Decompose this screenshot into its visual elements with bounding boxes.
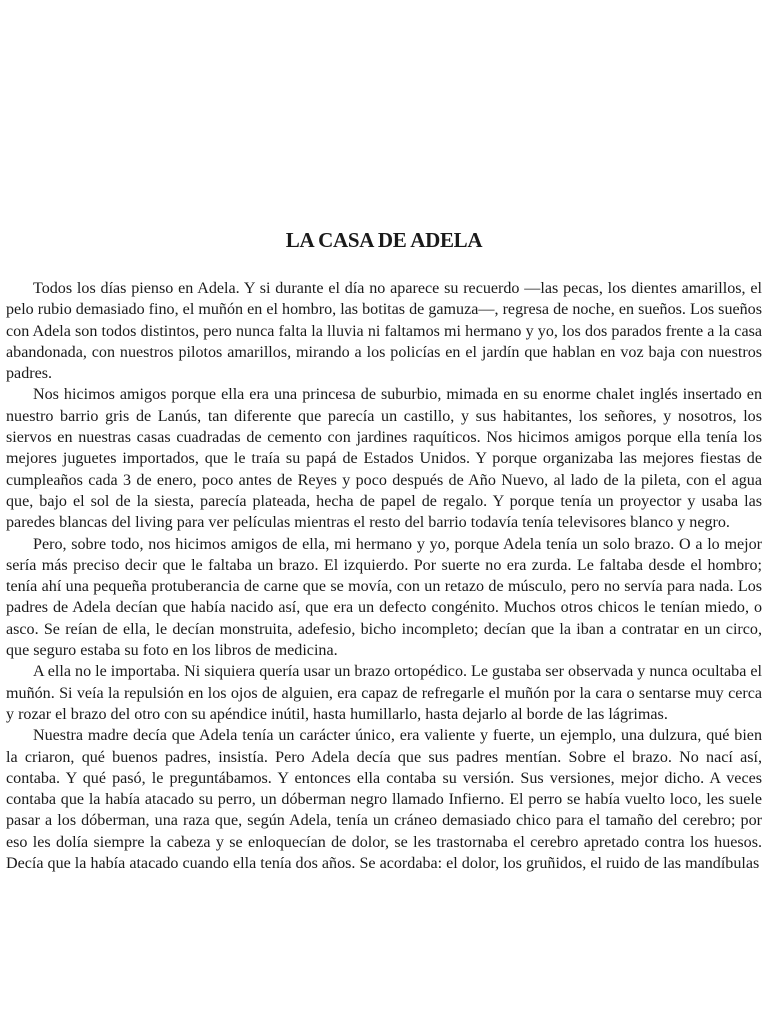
paragraph-2: Nos hicimos amigos porque ella era una princesa de suburbio, mimada en su enorme chalet inglés insertado en nuestro barrio gris de Lanús, tan diferente que parecía un castillo, y sus habitantes, los señores, y nosotros, los siervos en nuestras casas cuadradas de cemento con jardines raquíticos. Nos hicimos amigos porque ella tenía los mejores juguetes importados, que le traía su papá de Estados Unidos. Y porque organizaba las mejores fiestas de cumpleaños cada 3 de enero, poco antes de Reyes y poco después de Año Nuevo, al lado de la pileta, con el agua que, bajo el sol de la siesta, parecía plateada, hecha de papel de regalo. Y porque tenía un proyector y usaba las paredes blancas del living para ver películas mientras el resto del barrio todavía tenía televisores blanco y negro. — [6, 386, 762, 532]
paragraph-3: Pero, sobre todo, nos hicimos amigos de ella, mi hermano y yo, porque Adela tenía un solo brazo. O a lo mejor sería más preciso decir que le faltaba un brazo. El izquierdo. Por suerte no era zurda. Le faltaba desde el hombro; tenía ahí una pequeña protuberancia de carne que se movía, con un retazo de músculo, pero no servía para nada. Los padres de Adela decían que había nacido así, que era un defecto congénito. Muchos otros chicos le tenían miedo, o asco. Se reían de ella, le decían monstruita, adefesio, bicho incompleto; decían que la iban a contratar en un circo, que seguro estaba su foto en los libros de medicina. — [6, 535, 762, 660]
document-title: LA CASA DE ADELA — [285, 228, 483, 252]
paragraph-4: A ella no le importaba. Ni siquiera quería usar un brazo ortopédico. Le gustaba ser observada y nunca ocultaba el muñón. Si veía la repulsión en los ojos de alguien, era capaz de refregarle el muñón por la cara o sentarse muy cerca y rozar el brazo del otro con su apéndice inútil, hasta humillarlo, hasta dejarlo al borde de las lágrimas. — [6, 663, 762, 723]
paragraph-1: Todos los días pienso en Adela. Y si durante el día no aparece su recuerdo —las pecas, los dientes amarillos, el pelo rubio demasiado fino, el muñón en el hombro, las botitas de gamuza—, regresa de noche, en sueños. Los sueños con Adela son todos distintos, pero nunca falta la lluvia ni faltamos mi hermano y yo, los dos parados frente a la casa abandonada, con nuestros pilotos amarillos, mirando a los policías en el jardín que hablan en voz baja con nuestros padres. — [6, 280, 762, 383]
document-page — [6, 0, 762, 1024]
document-body — [6, 278, 762, 874]
paragraph-5: Nuestra madre decía que Adela tenía un carácter único, era valiente y fuerte, un ejemplo, una dulzura, qué bien la criaron, qué buenos padres, insistía. Pero Adela decía que sus padres mentían. Sobre el brazo. No nací así, contaba. Y qué pasó, le preguntábamos. Y entonces ella contaba su versión. Sus versiones, mejor dicho. A veces contaba que la había atacado su perro, un dóberman negro llamado Infierno. El perro se había vuelto loco, les suele pasar a los dóberman, una raza que, según Adela, tenía un cráneo demasiado chico para el tamaño del cerebro; por eso les dolía siempre la cabeza y se enloquecían de dolor, se les trastornaba el cerebro apretado contra los huesos. Decía que la había atacado cuando ella tenía dos años. Se acordaba: el dolor, los gruñidos, el ruido de las mandíbulas — [6, 727, 762, 873]
